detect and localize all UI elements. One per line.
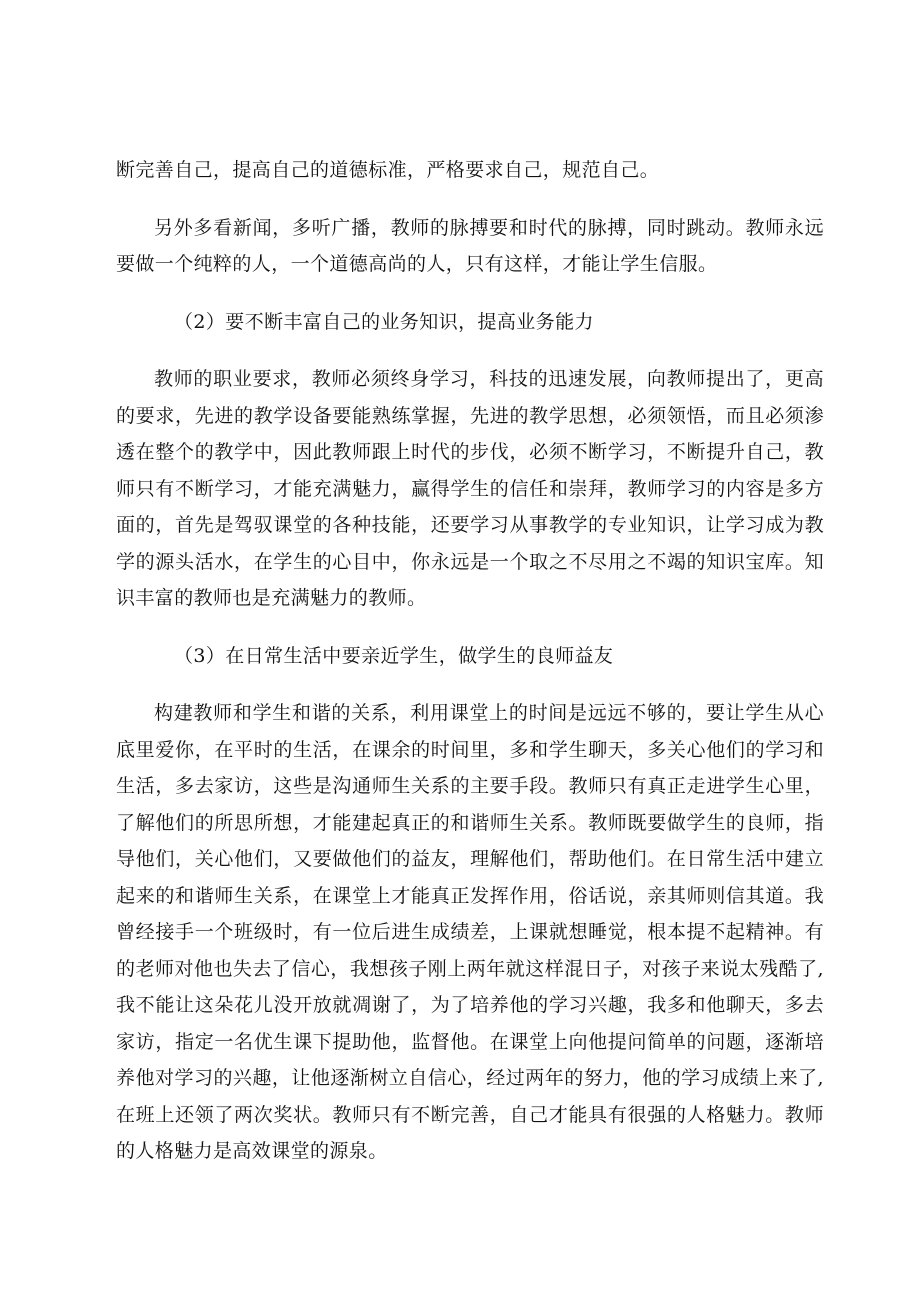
document-body — [116, 152, 824, 1170]
paragraph-news: 另外多看新闻，多听广播，教师的脉搏要和时代的脉搏，同时跳动。教师永远要做一个纯粹的人，一个道德高尚的人，只有这样，才能让学生信服。 — [116, 216, 824, 275]
section-heading-2: （2）要不断丰富自己的业务知识，提高业务能力 — [174, 310, 594, 333]
section-heading-3: （3）在日常生活中要亲近学生，做学生的良师益友 — [174, 644, 614, 667]
paragraph-student-relationship: 构建教师和学生和谐的关系，利用课堂上的时间是远远不够的，要让学生从心底里爱你，在平时的生活，在课余的时间里，多和学生聊天，多关心他们的学习和生活，多去家访，这些是沟通师生关系的主要手段。教师只有真正走进学生心里，了解他们的所思所想，才能建起真正的和谐师生关系。教师既要做学生的良师，指导他们，关心他们，又要做他们的益友，理解他们，帮助他们。在日常生活中建立起来的和谐师生关系，在课堂上才能真正发挥作用，俗话说，亲其师则信其道。我曾经接手一个班级时，有一位后进生成绩差，上课就想睡觉，根本提不起精神。有的老师对他也失去了信心，我想孩子刚上两年就这样混日子，对孩子来说太残酷了,我不能让这朵花儿没开放就凋谢了，为了培养他的学习兴趣，我多和他聊天，多去家访，指定一名优生课下提助他，监督他。在课堂上向他提问简单的问题，逐渐培养他对学习的兴趣，让他逐渐树立自信心，经过两年的努力，他的学习成绩上来了,在班上还领了两次奖状。教师只有不断完善，自己才能具有很强的人格魅力。教师的人格魅力是高效课堂的源泉。 — [116, 702, 824, 1162]
paragraph-continuation: 断完善自己，提高自己的道德标准，严格要求自己，规范自己。 — [116, 159, 660, 181]
paragraph-professional-knowledge: 教师的职业要求，教师必须终身学习，科技的迅速发展，向教师提出了，更高的要求，先进的教学设备要能熟练掌握，先进的教学思想，必须领悟，而且必须渗透在整个的教学中，因此教师跟上时代的步伐，必须不断学习，不断提升自己，教师只有不断学习，才能充满魅力，赢得学生的信任和崇拜，教师学习的内容是多方面的，首先是驾驭课堂的各种技能，还要学习从事教学的专业知识，让学习成为教学的源头活水，在学生的心目中，你永远是一个取之不尽用之不竭的知识宝库。知识丰富的教师也是充满魅力的教师。 — [116, 368, 824, 609]
